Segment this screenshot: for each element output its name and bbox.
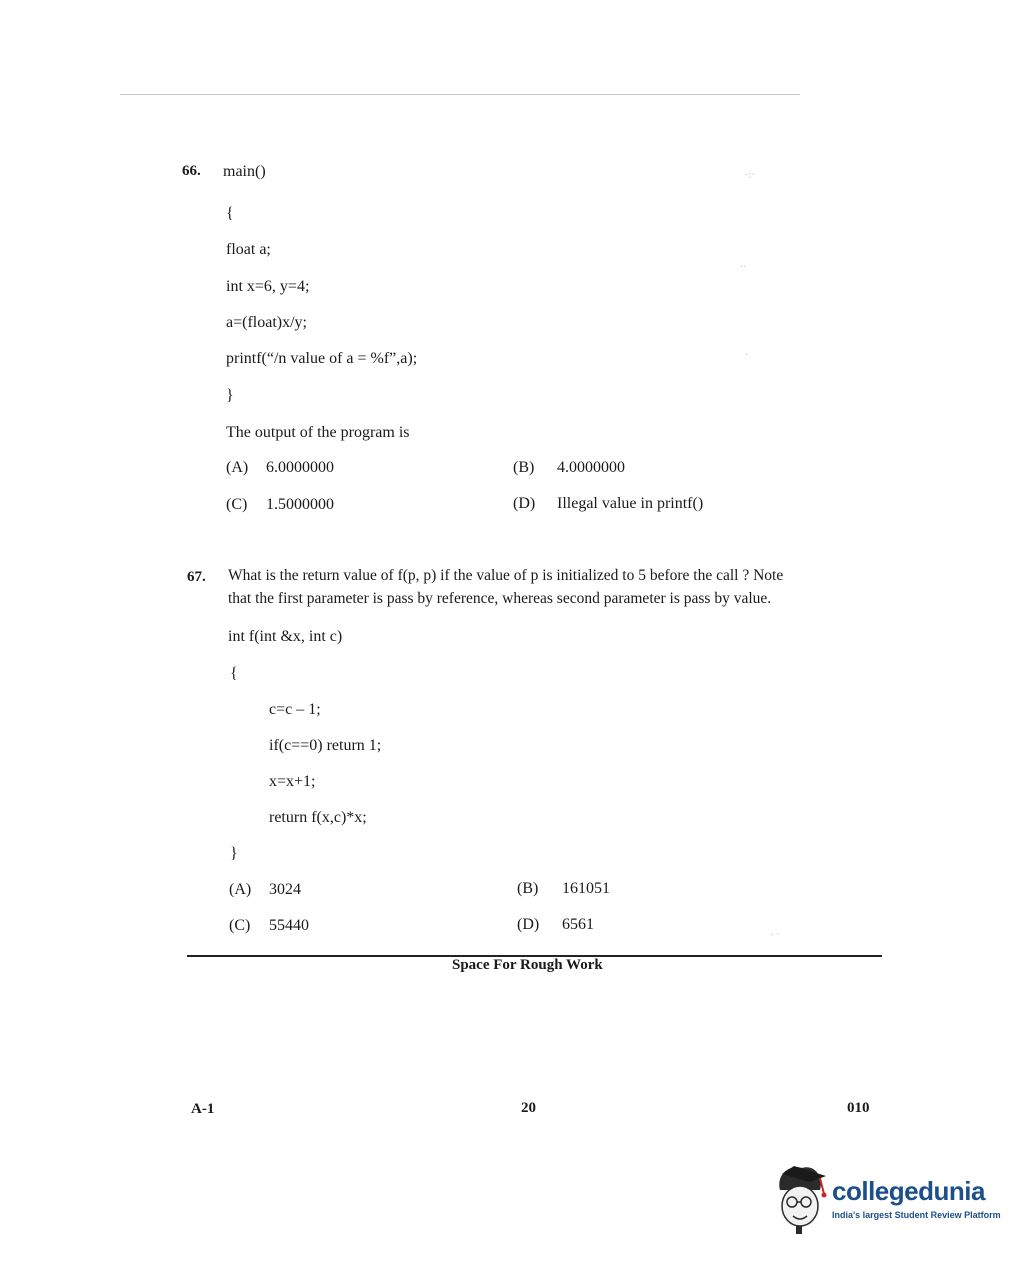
mascot-icon — [770, 1160, 830, 1236]
option-label: (D) — [517, 916, 540, 933]
scan-speck: · — [745, 350, 749, 361]
q67-option-b — [517, 880, 610, 898]
option-text: 161051 — [562, 880, 610, 897]
option-text: 55440 — [269, 917, 309, 934]
q67-code-line: { — [230, 665, 238, 682]
q67-code-line: c=c – 1; — [269, 701, 321, 718]
option-label: (B) — [517, 880, 539, 897]
option-text: Illegal value in printf() — [557, 495, 704, 512]
q66-code-line: float a; — [226, 241, 271, 258]
rough-work-label: Space For Rough Work — [452, 957, 603, 973]
q67-code-line: return f(x,c)*x; — [269, 809, 367, 826]
q66-option-d — [513, 495, 703, 513]
option-text: 1.5000000 — [266, 496, 334, 513]
booklet-code: A-1 — [191, 1101, 215, 1117]
q66-option-c — [226, 496, 334, 514]
q67-option-c — [229, 917, 309, 935]
top-scan-line — [120, 94, 800, 95]
paper-code: 010 — [847, 1100, 870, 1116]
option-text: 3024 — [269, 881, 301, 898]
q66-code-line: } — [226, 387, 234, 404]
scan-speck: · · — [770, 930, 780, 941]
q67-stem-line1: What is the return value of f(p, p) if the value of p is initialized to 5 before the call ? Note — [228, 567, 784, 584]
option-label: (B) — [513, 459, 535, 476]
q67-option-d — [517, 916, 594, 934]
q66-code-line: { — [226, 205, 234, 222]
option-text: 6.0000000 — [266, 459, 334, 476]
q67-number: 67. — [187, 569, 206, 585]
scan-speck: ·:· — [745, 170, 755, 181]
q67-code-line: x=x+1; — [269, 773, 316, 790]
option-label: (A) — [226, 459, 249, 476]
option-label: (D) — [513, 495, 536, 512]
q67-code-line: } — [230, 845, 238, 862]
collegedunia-logo — [770, 1160, 1010, 1240]
option-label: (C) — [226, 496, 248, 513]
q66-stem: The output of the program is — [226, 424, 410, 441]
logo-tagline: India's largest Student Review Platform — [832, 1210, 1001, 1220]
q66-code-line: main() — [223, 163, 266, 180]
option-text: 4.0000000 — [557, 459, 625, 476]
scan-speck: ·· — [740, 262, 747, 273]
q66-code-line: int x=6, y=4; — [226, 278, 310, 295]
option-label: (A) — [229, 881, 252, 898]
q66-number: 66. — [182, 163, 201, 179]
q67-code-line: if(c==0) return 1; — [269, 737, 382, 754]
q67-code-line: int f(int &x, int c) — [228, 628, 343, 645]
logo-wordmark: collegedunia — [832, 1176, 985, 1206]
q66-code-line: printf(“/n value of a = %f”,a); — [226, 350, 418, 367]
q66-code-line: a=(float)x/y; — [226, 314, 307, 331]
q67-option-a — [229, 881, 301, 899]
q67-stem-line2: that the first parameter is pass by reference, whereas second parameter is pass by value. — [228, 590, 772, 607]
option-label: (C) — [229, 917, 251, 934]
page-number: 20 — [521, 1100, 536, 1116]
q66-option-a — [226, 459, 334, 477]
option-text: 6561 — [562, 916, 594, 933]
q66-option-b — [513, 459, 625, 477]
